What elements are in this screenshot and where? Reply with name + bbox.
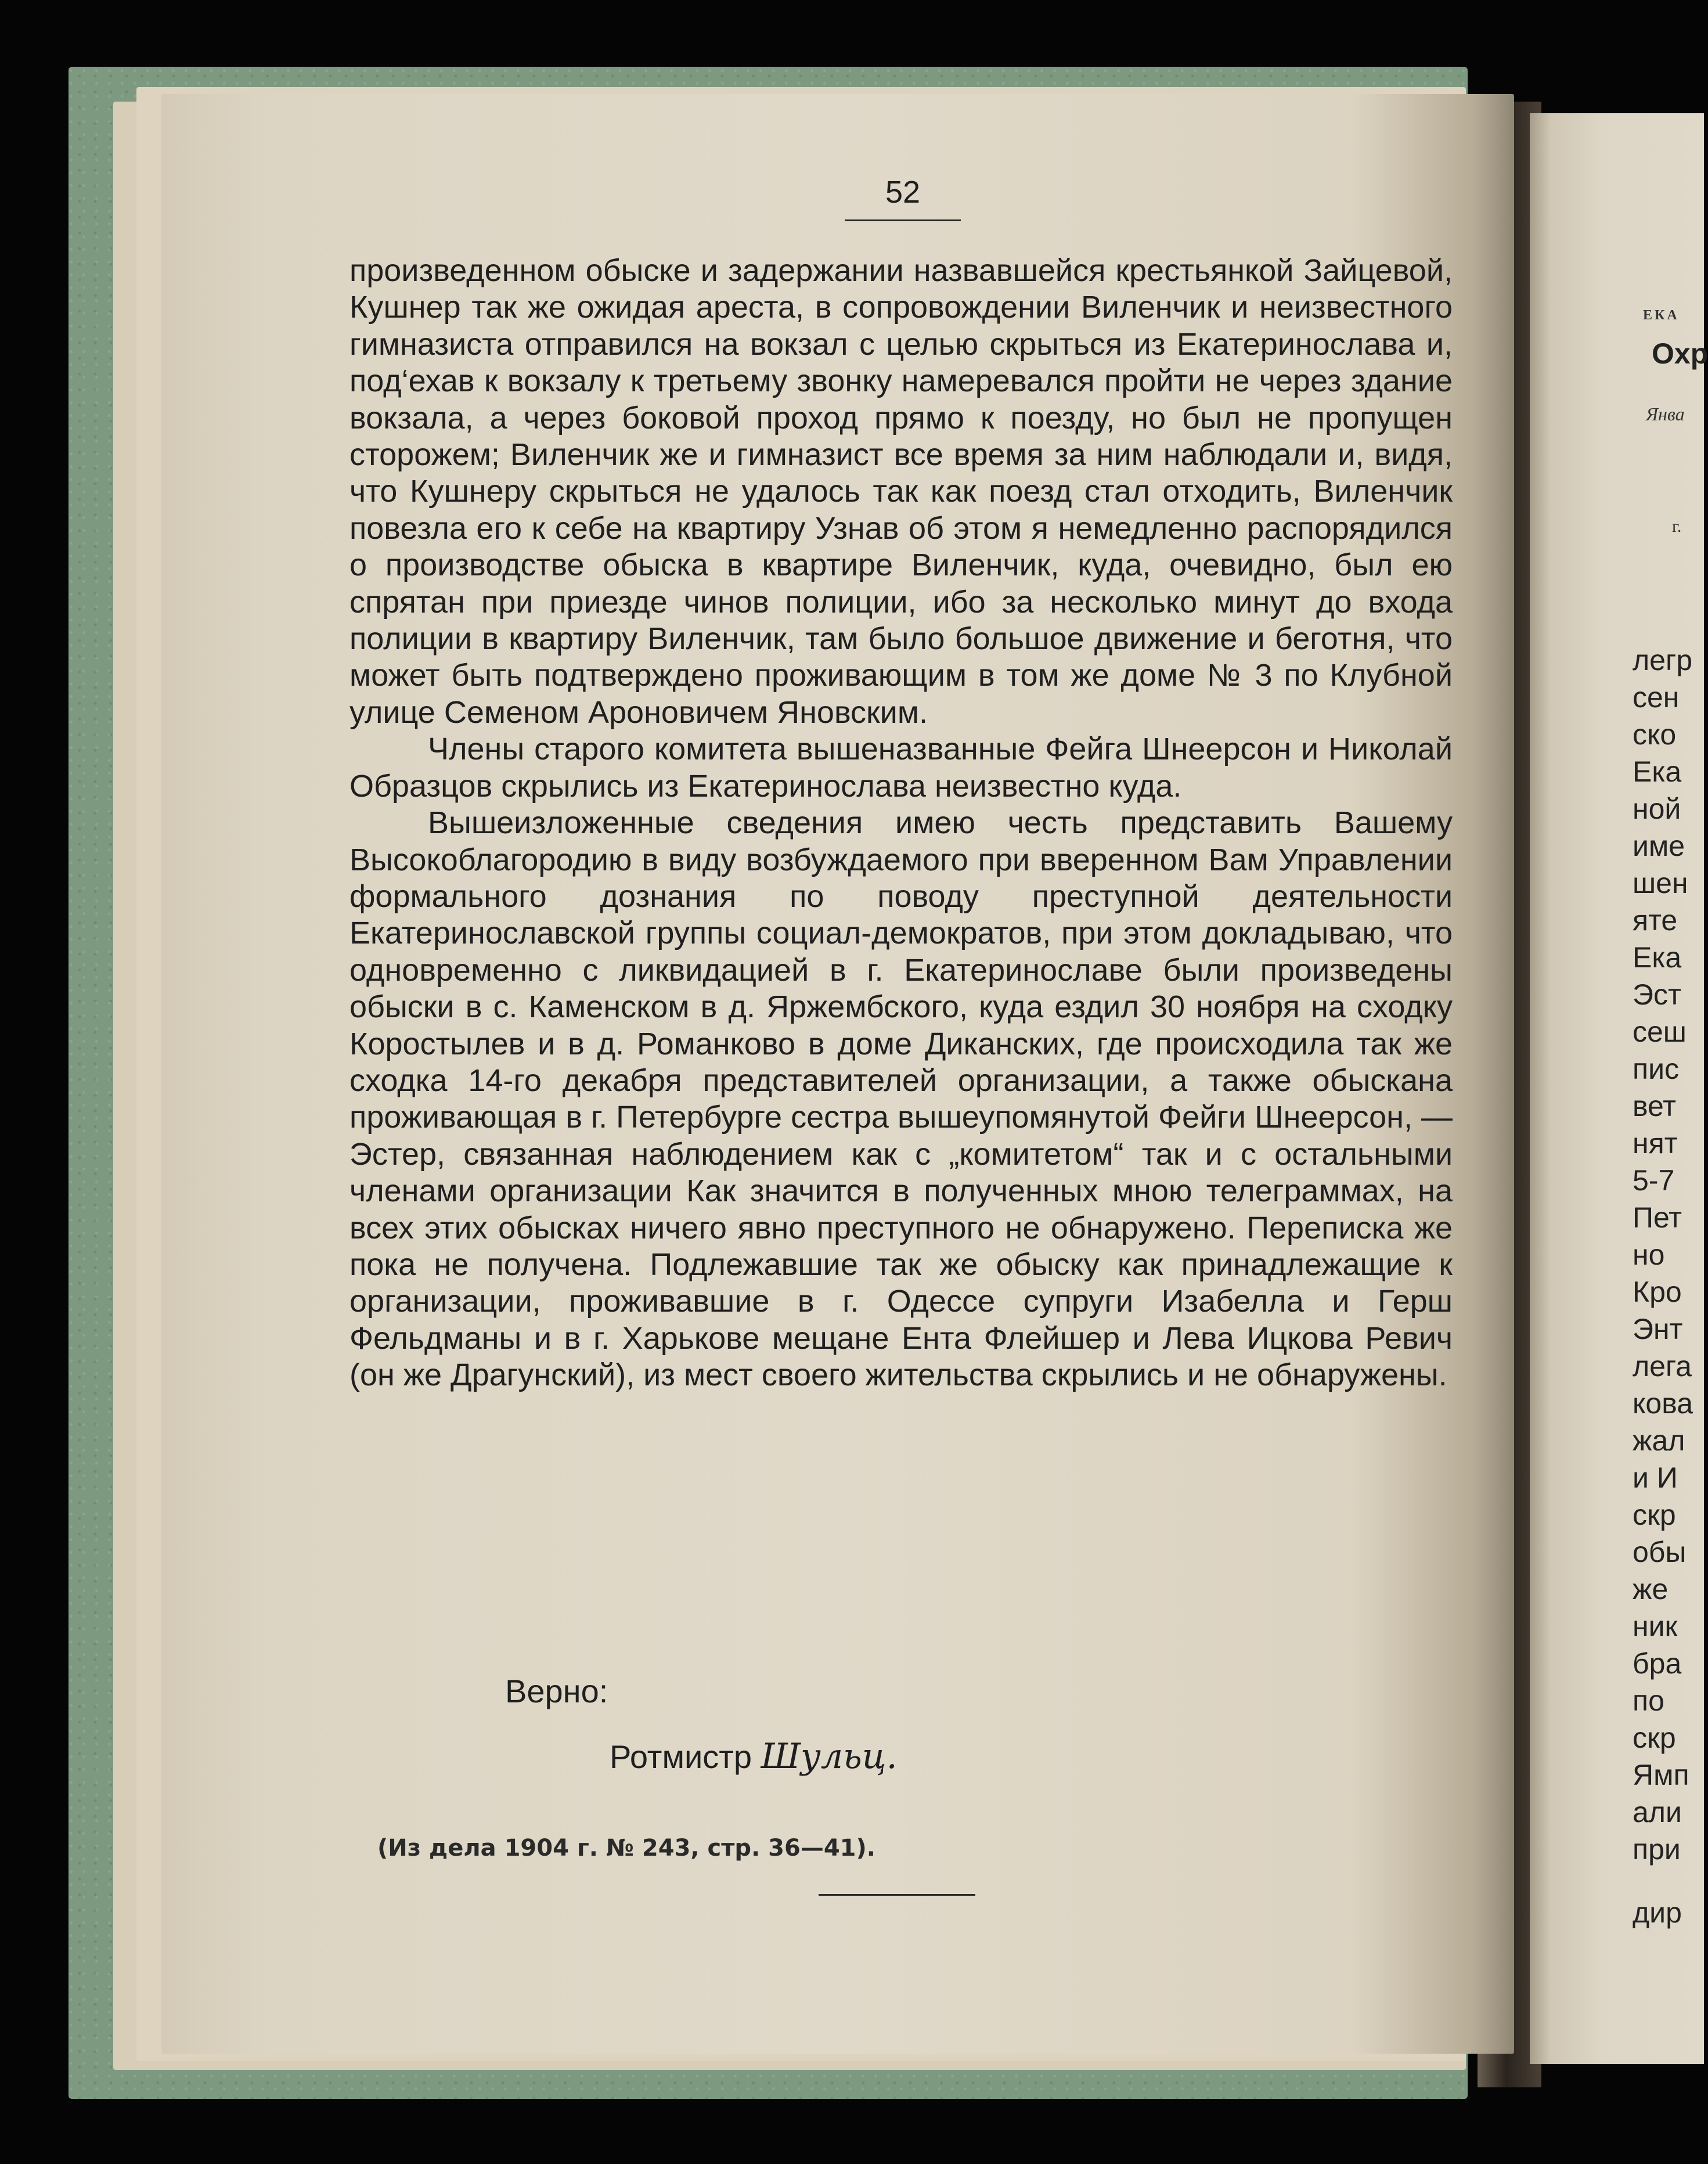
right-page-line-fragment: Энт <box>1633 1313 1683 1345</box>
right-page-line-fragment: Ямп <box>1633 1759 1689 1791</box>
right-page-line-fragments <box>1633 642 1693 1868</box>
right-page-line-fragment: ной <box>1633 793 1681 825</box>
right-page-line-fragment: сеш <box>1633 1016 1687 1048</box>
right-page-line-fragment: сен <box>1633 681 1680 714</box>
source-note: (Из дела 1904 г. № 243, стр. 36—41). <box>377 1835 875 1861</box>
right-page-line-fragment: пис <box>1633 1053 1680 1085</box>
signature-name: Шульц. <box>761 1736 898 1777</box>
right-page-line-fragment: Пет <box>1633 1201 1682 1234</box>
right-page-line-fragment: по <box>1633 1684 1664 1717</box>
paragraph: Члены старого комитета вышеназванные Фейга Шнеерсон и Николай Образцов скрылись из Екатеринослава неизвестно куда. <box>349 732 1453 804</box>
right-page-line-fragment: Кро <box>1633 1276 1682 1308</box>
right-page-line-fragment: скр <box>1633 1722 1676 1754</box>
right-page-line-fragment: жал <box>1633 1424 1685 1457</box>
bottom-rule <box>819 1894 975 1896</box>
right-page-line-fragment: вет <box>1633 1090 1677 1122</box>
right-page-line-fragment: ско <box>1633 718 1677 751</box>
right-page-line-fragment: яте <box>1633 904 1678 937</box>
body-text <box>349 253 1453 1394</box>
right-page-last-fragment: дир <box>1633 1896 1682 1929</box>
right-page-line-fragment: 5-7 <box>1633 1164 1675 1197</box>
right-page-header-fragment: Янва <box>1646 404 1685 424</box>
signature-line <box>610 1736 898 1777</box>
paragraph: произведенном обыске и задержании назвавшейся крестьянкой Зайцевой, Кушнер так же ожидая ареста, в сопровождении Виленчик и неизвестного гимназиста отправился на вокзал с целью скрыться из Екатеринослава и, под‘ехав к вокзалу к третьему звонку намеревался пройти не через здание вокзала, а через боковой проход прямо к поезду, но был не пропущен сторожем; Виленчик же и гимназист все время за ним наблюдали и, видя, что Кушнеру скрыться не удалось так как поезд стал отходить, Виленчик повезла его к себе на квартиру Узнав об этом я немедленно распорядился о производстве обыска в квартире Виленчик, куда, очевидно, был ею спрятан при приезде чинов полиции, ибо за несколько минут до входа полиции в квартиру Виленчик, там было большое движение и беготня, что может быть подтверждено проживающим в том же доме № 3 по Клубной улице Семеном Ароновичем Яновским. <box>349 253 1453 730</box>
right-page-line-fragment: лега <box>1633 1350 1692 1382</box>
right-page-line-fragment: Ека <box>1633 941 1682 974</box>
right-page-line-fragment: но <box>1633 1238 1665 1271</box>
right-page-line-fragment: и И <box>1633 1461 1678 1494</box>
right-page-header-fragment: г. <box>1672 517 1682 536</box>
right-page-line-fragment: же <box>1633 1573 1669 1605</box>
right-page-line-fragment: Эст <box>1633 978 1681 1011</box>
right-page-line-fragment: нят <box>1633 1127 1678 1160</box>
right-page-line-fragment: кова <box>1633 1387 1693 1420</box>
page-number-rule <box>845 219 961 221</box>
right-page-line-fragment: легр <box>1633 644 1693 676</box>
right-page-line-fragment: обы <box>1633 1536 1687 1568</box>
page-number: 52 <box>885 175 921 210</box>
right-page-line-fragment: Ека <box>1633 755 1682 788</box>
right-page-header-fragment: Охр <box>1652 337 1708 370</box>
verno-label: Верно: <box>505 1673 608 1709</box>
right-page-line-fragment: шен <box>1633 867 1688 899</box>
right-page-line-fragment: али <box>1633 1796 1682 1828</box>
rank-label: Ротмистр <box>610 1738 752 1775</box>
right-page-line-fragment: бра <box>1633 1647 1682 1680</box>
paragraph: Вышеизложенные сведения имею честь представить Вашему Высокоблагородию в виду возбуждаемого при вверенном Вам Управлении формального дознания по поводу преступной деятельности Екатеринославской группы социал-демократов, при этом докладываю, что одновременно с ликвидацией в г. Екатеринославе были произведены обыски в с. Каменском в д. Яржембского, куда ездил 30 ноября на сходку Коростылев и в д. Романково в доме Диканских, где происходила так же сходка 14-го декабря представителей организации, а также обыскана проживающая в г. Петербурге сестра вышеупомянутой Фейги Шнеерсон, —Эстер, связанная наблюдением как с „комитетом“ так и с остальными членами организации Как значится в полученных мною телеграммах, на всех этих обысках ничего явно преступного не обнаружено. Переписка же пока не получена. Подлежавшие так же обыску как принадлежащие к организации, проживавшие в г. Одессе супруги Изабелла и Герш Фельдманы и в г. Харькове мещане Ента Флейшер и Лева Ицкова Ревич (он же Драгунский), из мест своего жительства скрылись и не обнаружены. <box>349 805 1453 1393</box>
right-page-line-fragment: при <box>1633 1833 1681 1866</box>
right-page-line-fragment: ник <box>1633 1610 1678 1643</box>
right-page-line-fragment: скр <box>1633 1499 1676 1531</box>
right-page-header-fragment: ЕКА <box>1643 308 1680 323</box>
right-page-line-fragment: име <box>1633 830 1685 862</box>
